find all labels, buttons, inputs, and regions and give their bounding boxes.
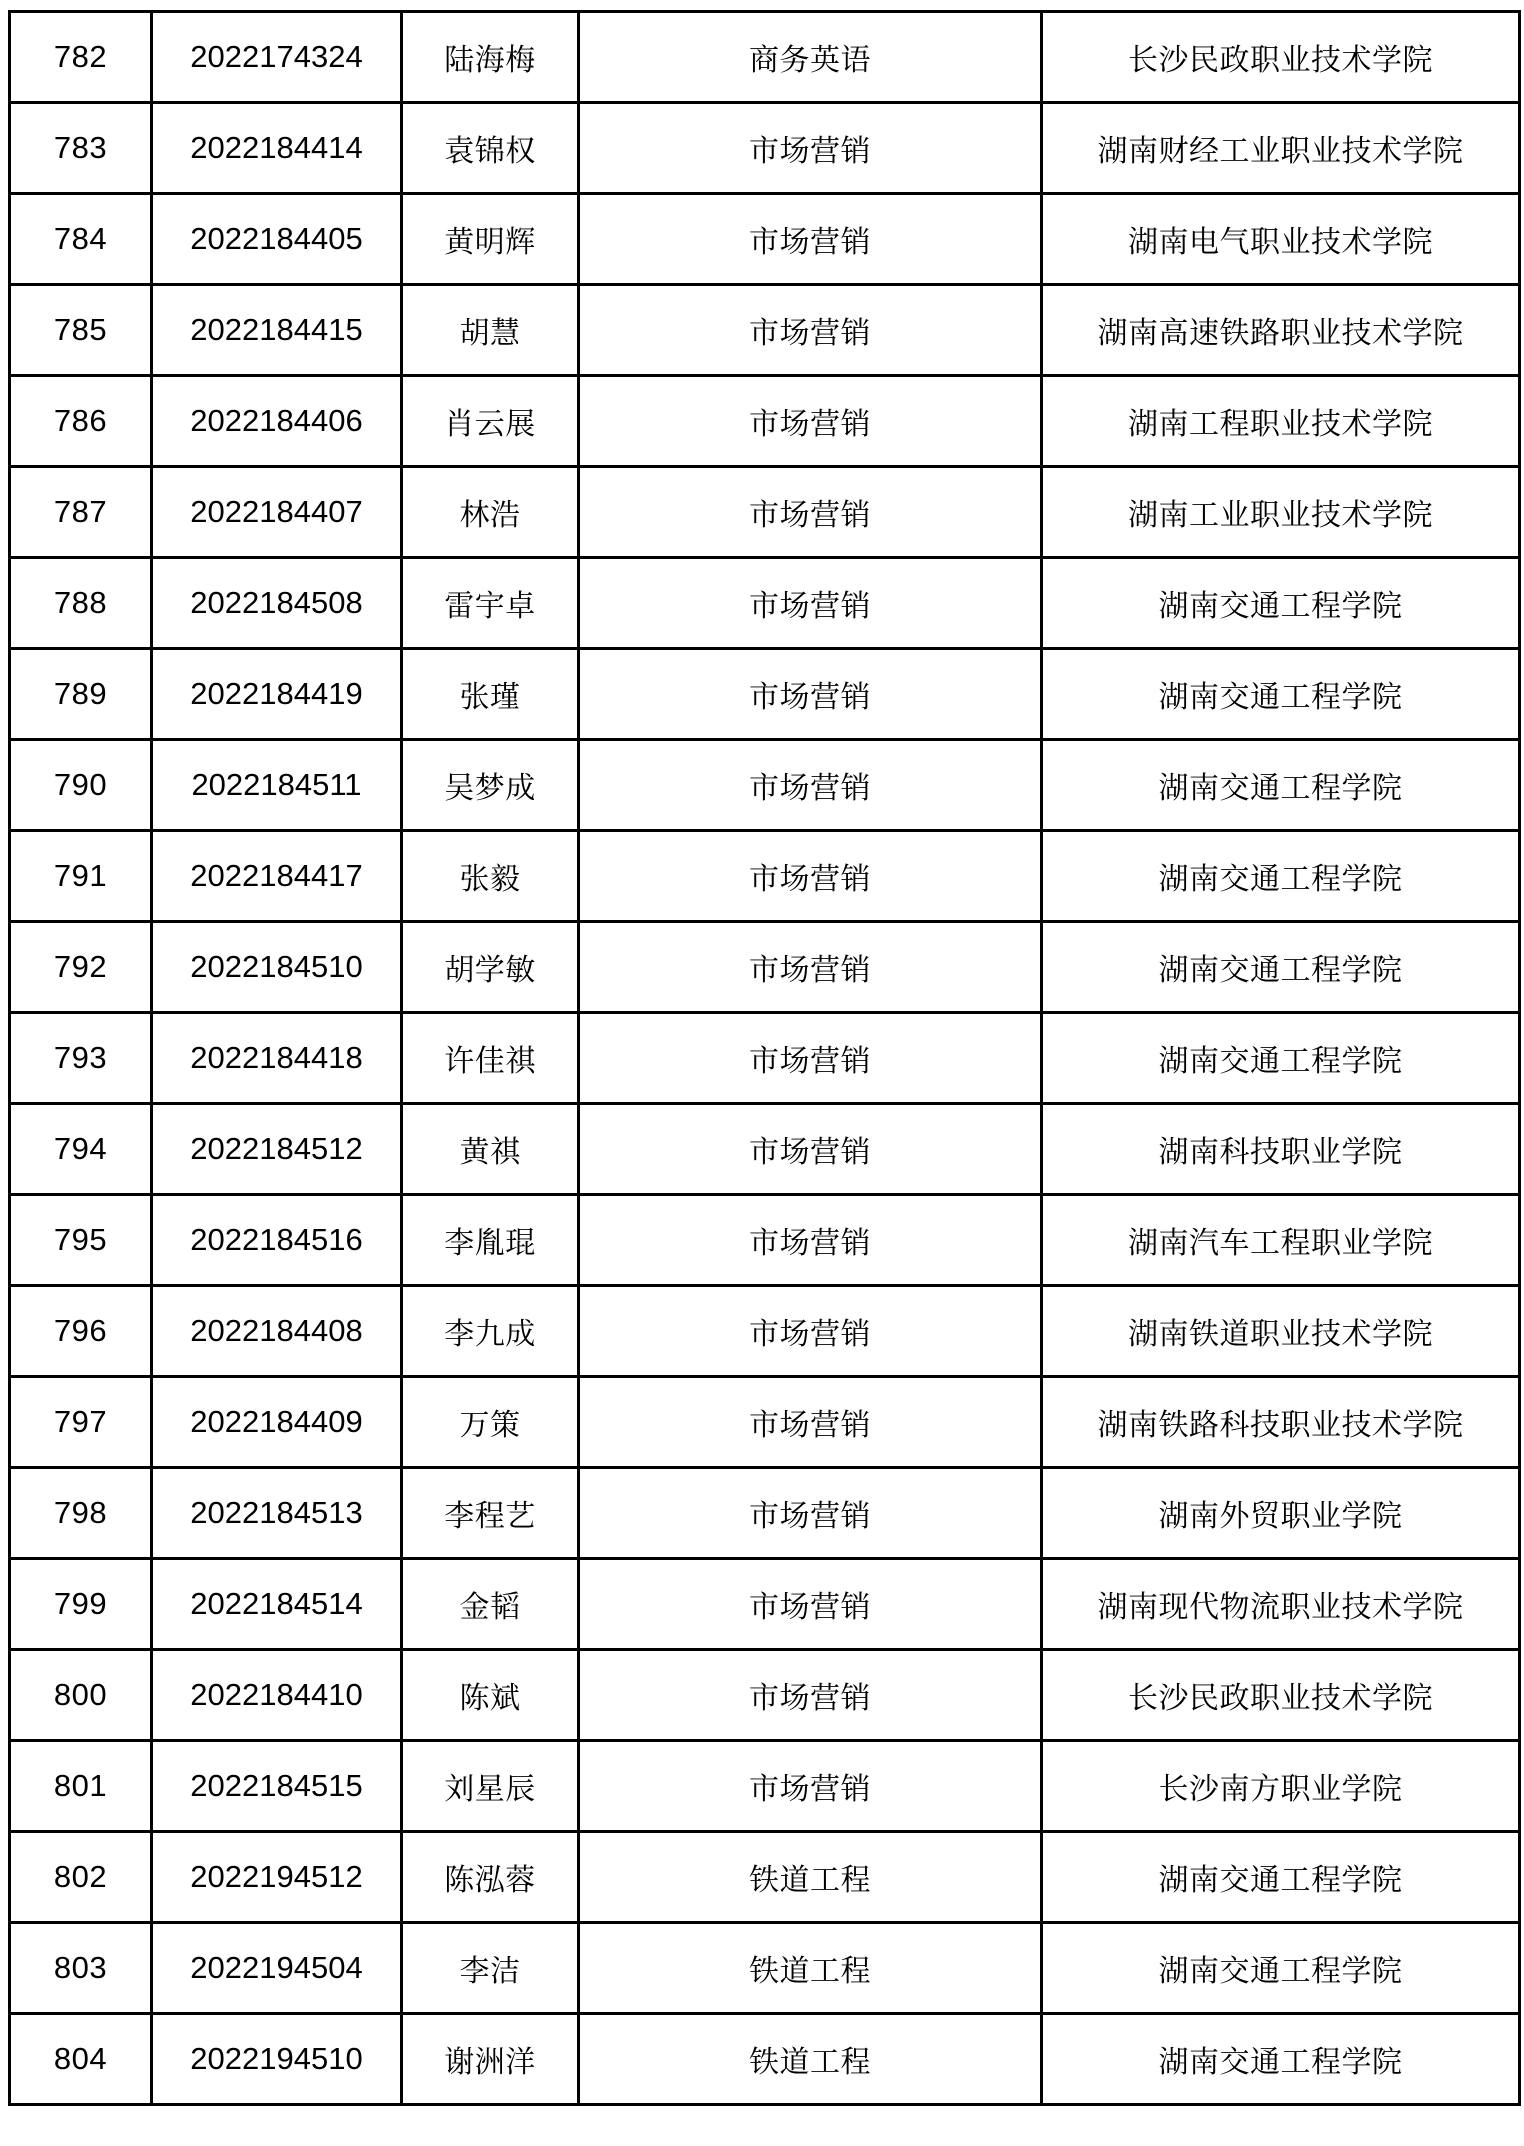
major-cell: 铁道工程: [579, 1923, 1042, 2014]
student-roster-table: [8, 10, 1521, 2106]
student-name-cell: 黄明辉: [402, 194, 579, 285]
major-cell: 市场营销: [579, 1377, 1042, 1468]
major-cell: 市场营销: [579, 467, 1042, 558]
school-cell: 湖南外贸职业学院: [1042, 1468, 1520, 1559]
school-cell: 湖南交通工程学院: [1042, 1832, 1520, 1923]
table-row: [10, 1741, 1520, 1832]
major-cell: 市场营销: [579, 1195, 1042, 1286]
row-number-cell: 783: [10, 103, 152, 194]
school-cell: 湖南交通工程学院: [1042, 649, 1520, 740]
student-id-cell: 2022174324: [152, 12, 402, 103]
school-cell: 湖南交通工程学院: [1042, 1013, 1520, 1104]
table-row: [10, 1286, 1520, 1377]
student-id-cell: 2022184405: [152, 194, 402, 285]
student-name-cell: 林浩: [402, 467, 579, 558]
student-name-cell: 陈泓蓉: [402, 1832, 579, 1923]
major-cell: 市场营销: [579, 1013, 1042, 1104]
school-cell: 湖南铁道职业技术学院: [1042, 1286, 1520, 1377]
major-cell: 市场营销: [579, 1286, 1042, 1377]
row-number-cell: 799: [10, 1559, 152, 1650]
student-name-cell: 金韬: [402, 1559, 579, 1650]
row-number-cell: 803: [10, 1923, 152, 2014]
school-cell: 湖南交通工程学院: [1042, 740, 1520, 831]
table-row: [10, 2014, 1520, 2105]
student-name-cell: 张毅: [402, 831, 579, 922]
table-row: [10, 831, 1520, 922]
student-id-cell: 2022184516: [152, 1195, 402, 1286]
major-cell: 铁道工程: [579, 1832, 1042, 1923]
major-cell: 市场营销: [579, 1559, 1042, 1650]
school-cell: 湖南交通工程学院: [1042, 558, 1520, 649]
student-id-cell: 2022184508: [152, 558, 402, 649]
student-id-cell: 2022194512: [152, 1832, 402, 1923]
student-name-cell: 刘星辰: [402, 1741, 579, 1832]
school-cell: 长沙南方职业学院: [1042, 1741, 1520, 1832]
major-cell: 市场营销: [579, 285, 1042, 376]
student-id-cell: 2022194510: [152, 2014, 402, 2105]
student-name-cell: 雷宇卓: [402, 558, 579, 649]
student-id-cell: 2022184515: [152, 1741, 402, 1832]
school-cell: 长沙民政职业技术学院: [1042, 1650, 1520, 1741]
table-row: [10, 1559, 1520, 1650]
student-name-cell: 许佳祺: [402, 1013, 579, 1104]
major-cell: 市场营销: [579, 103, 1042, 194]
table-row: [10, 1195, 1520, 1286]
major-cell: 市场营销: [579, 1104, 1042, 1195]
table-row: [10, 467, 1520, 558]
student-name-cell: 胡学敏: [402, 922, 579, 1013]
student-name-cell: 张瑾: [402, 649, 579, 740]
student-id-cell: 2022184514: [152, 1559, 402, 1650]
student-id-cell: 2022184410: [152, 1650, 402, 1741]
major-cell: 市场营销: [579, 922, 1042, 1013]
table-row: [10, 194, 1520, 285]
row-number-cell: 786: [10, 376, 152, 467]
row-number-cell: 791: [10, 831, 152, 922]
row-number-cell: 802: [10, 1832, 152, 1923]
student-name-cell: 万策: [402, 1377, 579, 1468]
student-id-cell: 2022184418: [152, 1013, 402, 1104]
student-id-cell: 2022184513: [152, 1468, 402, 1559]
row-number-cell: 787: [10, 467, 152, 558]
table-row: [10, 12, 1520, 103]
school-cell: 湖南电气职业技术学院: [1042, 194, 1520, 285]
row-number-cell: 797: [10, 1377, 152, 1468]
row-number-cell: 794: [10, 1104, 152, 1195]
student-id-cell: 2022184419: [152, 649, 402, 740]
school-cell: 湖南财经工业职业技术学院: [1042, 103, 1520, 194]
major-cell: 市场营销: [579, 194, 1042, 285]
student-id-cell: 2022184408: [152, 1286, 402, 1377]
student-id-cell: 2022184417: [152, 831, 402, 922]
table-body: [10, 12, 1520, 2105]
table-row: [10, 1650, 1520, 1741]
row-number-cell: 801: [10, 1741, 152, 1832]
school-cell: 湖南科技职业学院: [1042, 1104, 1520, 1195]
student-name-cell: 吴梦成: [402, 740, 579, 831]
student-id-cell: 2022184409: [152, 1377, 402, 1468]
major-cell: 市场营销: [579, 376, 1042, 467]
table-row: [10, 649, 1520, 740]
major-cell: 市场营销: [579, 649, 1042, 740]
school-cell: 湖南工程职业技术学院: [1042, 376, 1520, 467]
student-name-cell: 谢洲洋: [402, 2014, 579, 2105]
table-row: [10, 1013, 1520, 1104]
row-number-cell: 798: [10, 1468, 152, 1559]
row-number-cell: 790: [10, 740, 152, 831]
school-cell: 湖南交通工程学院: [1042, 2014, 1520, 2105]
major-cell: 市场营销: [579, 831, 1042, 922]
student-id-cell: 2022194504: [152, 1923, 402, 2014]
student-id-cell: 2022184414: [152, 103, 402, 194]
major-cell: 市场营销: [579, 558, 1042, 649]
student-name-cell: 陆海梅: [402, 12, 579, 103]
major-cell: 市场营销: [579, 1741, 1042, 1832]
row-number-cell: 789: [10, 649, 152, 740]
row-number-cell: 796: [10, 1286, 152, 1377]
table-row: [10, 1468, 1520, 1559]
major-cell: 商务英语: [579, 12, 1042, 103]
table-row: [10, 103, 1520, 194]
row-number-cell: 788: [10, 558, 152, 649]
row-number-cell: 782: [10, 12, 152, 103]
major-cell: 市场营销: [579, 1650, 1042, 1741]
table-row: [10, 1104, 1520, 1195]
school-cell: 湖南交通工程学院: [1042, 1923, 1520, 2014]
school-cell: 长沙民政职业技术学院: [1042, 12, 1520, 103]
table-row: [10, 1377, 1520, 1468]
row-number-cell: 804: [10, 2014, 152, 2105]
table-row: [10, 285, 1520, 376]
student-name-cell: 李胤琨: [402, 1195, 579, 1286]
school-cell: 湖南交通工程学院: [1042, 922, 1520, 1013]
table-row: [10, 558, 1520, 649]
row-number-cell: 792: [10, 922, 152, 1013]
school-cell: 湖南交通工程学院: [1042, 831, 1520, 922]
student-name-cell: 李洁: [402, 1923, 579, 2014]
row-number-cell: 800: [10, 1650, 152, 1741]
row-number-cell: 784: [10, 194, 152, 285]
student-id-cell: 2022184511: [152, 740, 402, 831]
student-name-cell: 胡慧: [402, 285, 579, 376]
table-row: [10, 1832, 1520, 1923]
school-cell: 湖南铁路科技职业技术学院: [1042, 1377, 1520, 1468]
table-row: [10, 1923, 1520, 2014]
student-name-cell: 李九成: [402, 1286, 579, 1377]
student-id-cell: 2022184407: [152, 467, 402, 558]
school-cell: 湖南高速铁路职业技术学院: [1042, 285, 1520, 376]
row-number-cell: 785: [10, 285, 152, 376]
school-cell: 湖南汽车工程职业学院: [1042, 1195, 1520, 1286]
row-number-cell: 793: [10, 1013, 152, 1104]
major-cell: 市场营销: [579, 740, 1042, 831]
major-cell: 铁道工程: [579, 2014, 1042, 2105]
table-row: [10, 376, 1520, 467]
row-number-cell: 795: [10, 1195, 152, 1286]
student-name-cell: 肖云展: [402, 376, 579, 467]
student-id-cell: 2022184512: [152, 1104, 402, 1195]
school-cell: 湖南现代物流职业技术学院: [1042, 1559, 1520, 1650]
student-id-cell: 2022184510: [152, 922, 402, 1013]
table-row: [10, 740, 1520, 831]
student-id-cell: 2022184406: [152, 376, 402, 467]
student-id-cell: 2022184415: [152, 285, 402, 376]
student-name-cell: 李程艺: [402, 1468, 579, 1559]
student-name-cell: 黄祺: [402, 1104, 579, 1195]
student-name-cell: 袁锦权: [402, 103, 579, 194]
student-name-cell: 陈斌: [402, 1650, 579, 1741]
table-row: [10, 922, 1520, 1013]
major-cell: 市场营销: [579, 1468, 1042, 1559]
school-cell: 湖南工业职业技术学院: [1042, 467, 1520, 558]
